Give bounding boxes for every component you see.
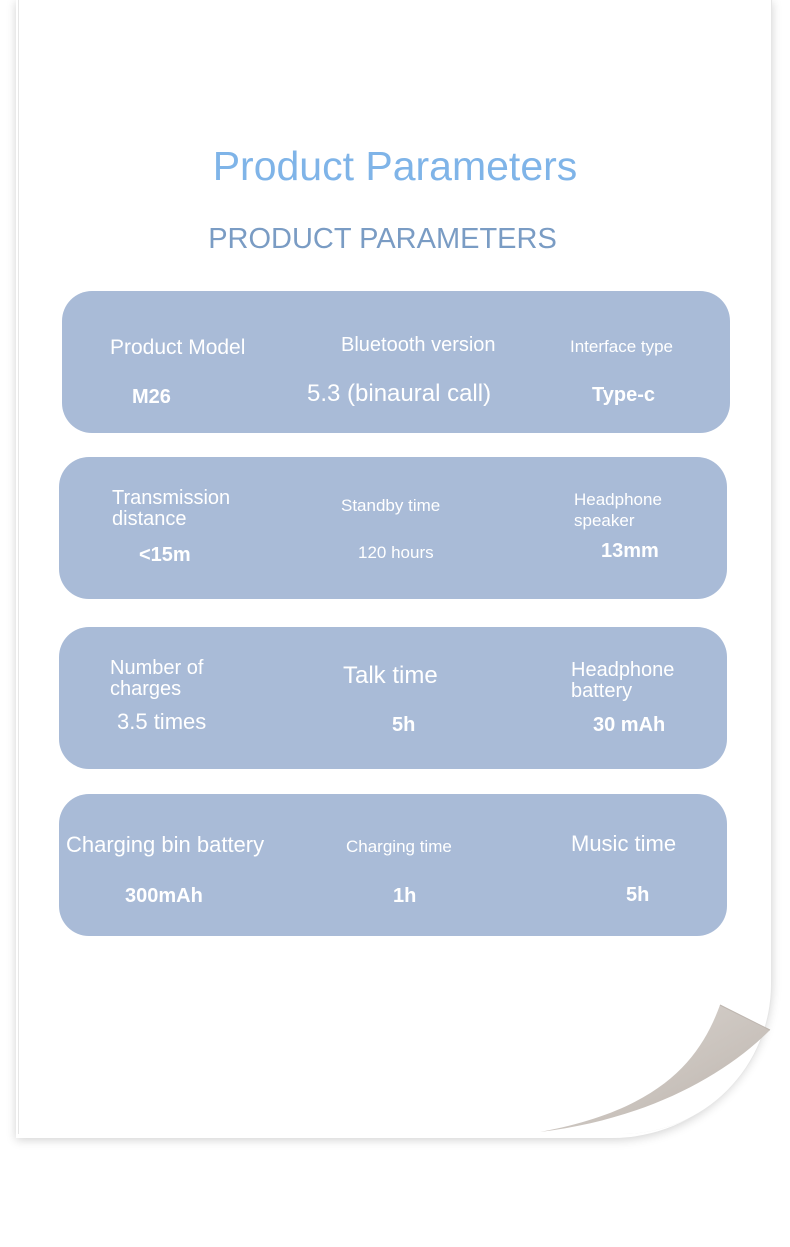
charging-time-label: Charging time (346, 837, 452, 856)
talk-time-value: 5h (392, 714, 416, 736)
transmission-distance-value: <15m (139, 544, 191, 566)
talk-time-label: Talk time (343, 662, 438, 689)
headphone-battery-value: 30 mAh (593, 714, 666, 736)
standby-time-value: 120 hours (358, 543, 434, 562)
page-title: Product Parameters (212, 143, 578, 189)
product-model-value: M26 (132, 386, 171, 408)
parameter-card-battery (59, 627, 727, 769)
number-of-charges-value: 3.5 times (117, 709, 207, 734)
page-subtitle: PRODUCT PARAMETERS (208, 223, 557, 255)
number-of-charges-label: Number of charges (110, 657, 204, 700)
standby-time-label: Standby time (341, 496, 441, 515)
interface-type-label: Interface type (570, 337, 674, 356)
parameter-card-model (62, 291, 730, 433)
headphone-battery-label: Headphone battery (571, 659, 675, 702)
headphone-speaker-label: Headphone speaker (574, 490, 662, 530)
interface-type-value: Type-c (592, 384, 655, 406)
bluetooth-version-value: 5.3 (binaural call) (307, 380, 492, 407)
music-time-label: Music time (571, 831, 677, 856)
product-model-label: Product Model (110, 336, 246, 359)
charging-time-value: 1h (393, 885, 417, 907)
music-time-value: 5h (626, 884, 650, 906)
parameter-card-audio (59, 457, 727, 599)
charging-bin-battery-label: Charging bin battery (66, 832, 265, 857)
charging-bin-battery-value: 300mAh (125, 885, 203, 907)
headphone-speaker-value: 13mm (601, 540, 659, 562)
transmission-distance-label: Transmission distance (112, 487, 231, 530)
parameter-card-charging (59, 794, 727, 936)
bluetooth-version-label: Bluetooth version (341, 334, 496, 356)
